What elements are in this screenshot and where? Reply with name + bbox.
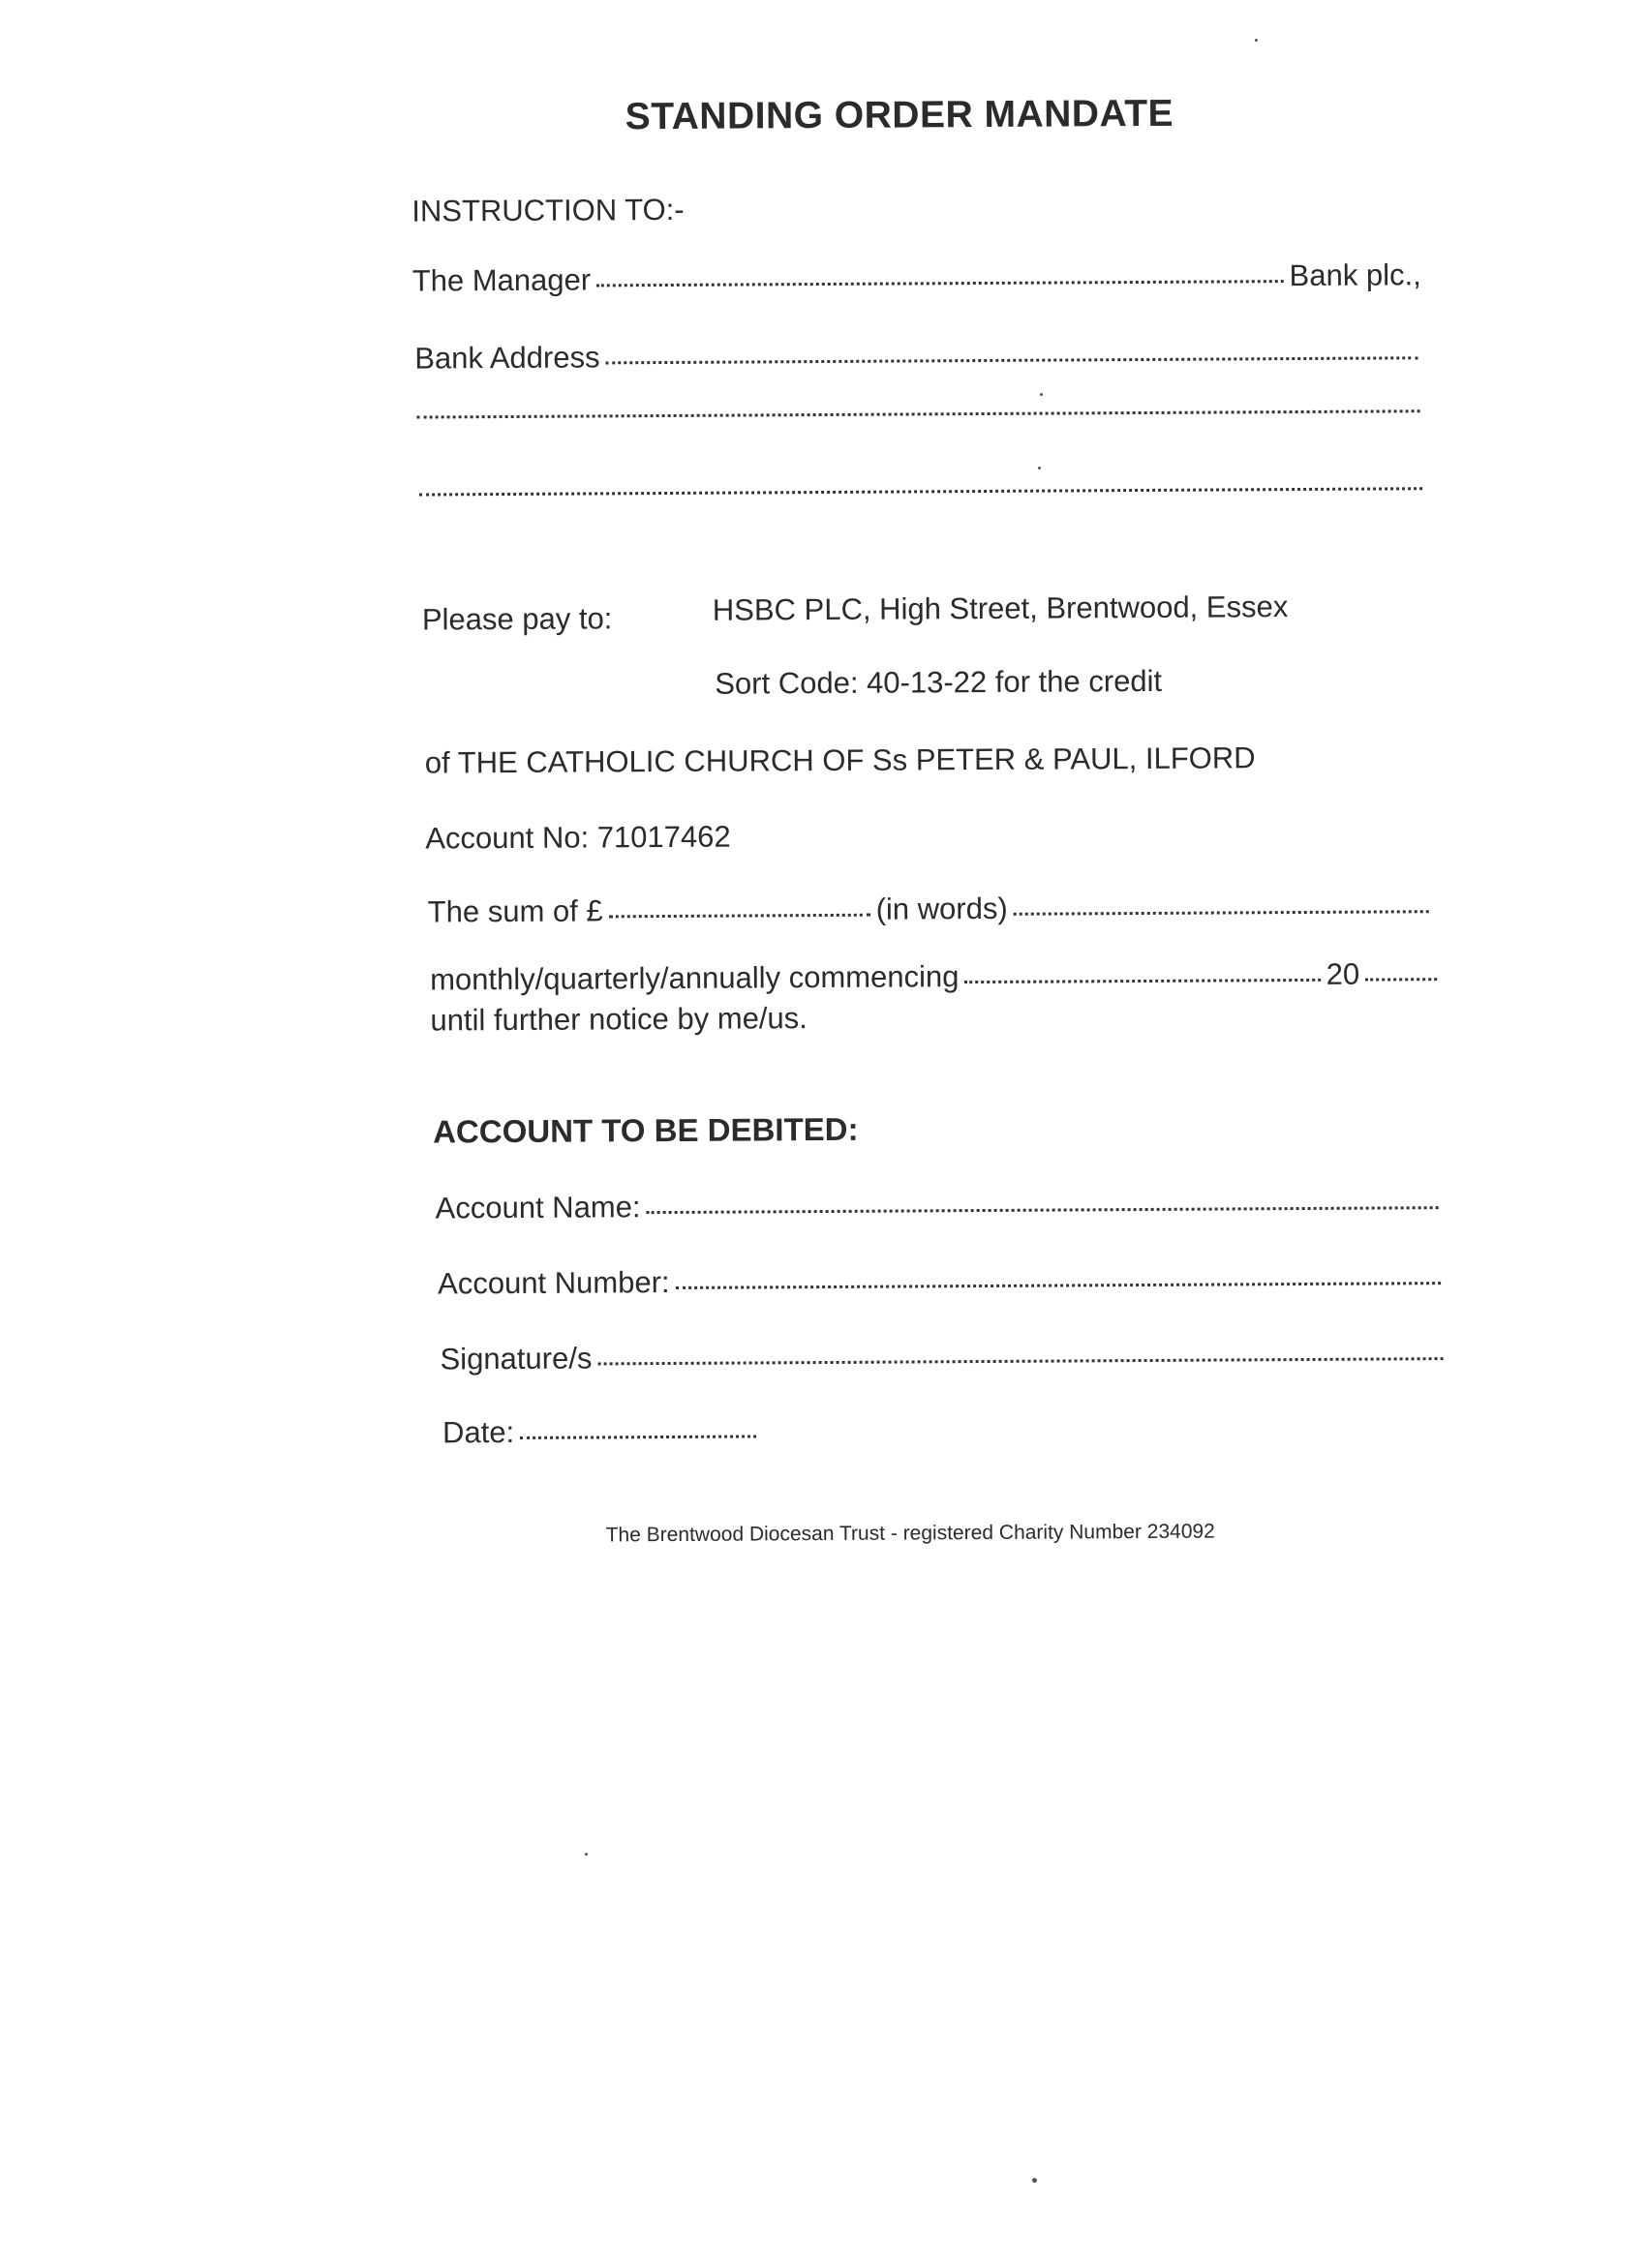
bank-address-line-2 [417,412,1426,421]
sum-words-field[interactable] [1014,910,1429,916]
in-words-label: (in words) [875,891,1008,926]
please-pay-label: Please pay to: [421,601,613,637]
page-title: STANDING ORDER MANDATE [625,92,1174,138]
bank-address-row [414,337,1423,376]
bank-address-line-3 [419,490,1428,499]
commencing-year-field[interactable] [1365,978,1437,981]
bank-address-field-3[interactable] [419,487,1422,496]
scan-speck [585,1853,588,1856]
date-row [442,1414,762,1450]
account-no-text: Account No: 71017462 [425,819,731,856]
account-name-field[interactable] [647,1206,1439,1214]
bank-address-field-1[interactable] [606,356,1418,364]
commencing-date-field[interactable] [964,979,1320,983]
until-notice-text: until further notice by me/us. [430,1001,808,1038]
instruction-to-label: INSTRUCTION TO:- [412,192,685,228]
scan-speck [1255,39,1258,42]
account-number-row [437,1262,1447,1301]
sum-row [427,891,1435,929]
account-name-row [436,1187,1445,1223]
frequency-label: monthly/quarterly/annually commencing [430,959,960,997]
signature-field[interactable] [597,1357,1443,1365]
payee-bank-text: HSBC PLC, High Street, Brentwood, Essex [712,590,1289,627]
footer-charity-text: The Brentwood Diocesan Trust - registered Charity Number 234092 [605,1520,1215,1547]
account-number-label: Account Number: [437,1264,670,1301]
account-number-field[interactable] [676,1282,1442,1289]
scan-speck [1040,393,1043,396]
manager-row [412,257,1421,298]
sort-code-text: Sort Code: 40-13-22 for the credit [715,663,1163,701]
year-prefix: 20 [1326,956,1360,991]
frequency-row [430,956,1437,997]
debit-heading: ACCOUNT TO BE DEBITED: [433,1110,859,1150]
credit-of-text: of THE CATHOLIC CHURCH OF Ss PETER & PAUL, ILFORD [424,741,1256,780]
bank-address-field-2[interactable] [417,409,1420,418]
scan-speck [1038,467,1041,469]
bank-plc-label: Bank plc., [1289,257,1421,293]
signature-label: Signature/s [440,1341,593,1376]
signature-row [440,1338,1448,1374]
scan-speck [1032,2178,1037,2183]
sum-label: The sum of £ [427,893,603,929]
manager-label: The Manager [412,262,592,298]
bank-address-label: Bank Address [414,340,600,376]
account-name-label: Account Name: [435,1190,641,1225]
date-field[interactable] [520,1435,756,1438]
sum-amount-field[interactable] [609,914,870,919]
date-label: Date: [442,1414,515,1450]
manager-field[interactable] [596,280,1283,287]
